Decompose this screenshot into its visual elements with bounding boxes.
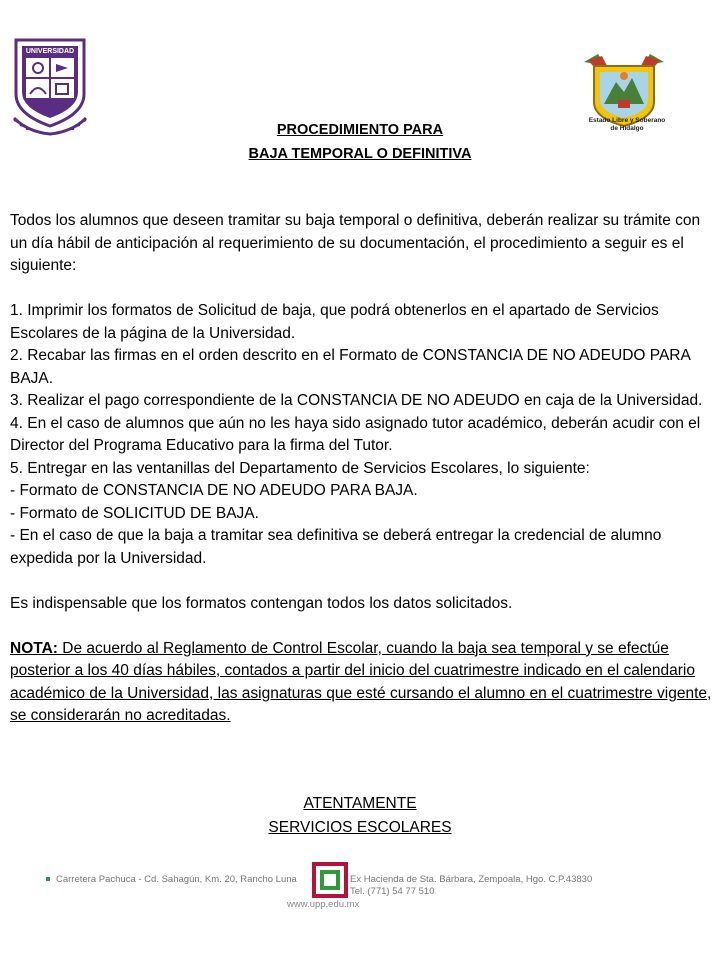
nota-paragraph bbox=[10, 638, 715, 728]
step-4: 4. En el caso de alumnos que aún no les haya sido asignado tutor académico, deberán acudir con el Director del Programa Educativo para la firma del Tutor. bbox=[10, 414, 701, 454]
footer-website-link[interactable]: www.upp.edu.mx bbox=[287, 899, 360, 910]
footer-address-right-text: Ex Hacienda de Sta. Bárbara, Zempoala, Hgo. C.P.43830 bbox=[350, 874, 593, 885]
deliverable-item-c: - En el caso de que la baja a tramitar sea definitiva se deberá entregar la credencial de alumno expedida por la Universidad. bbox=[10, 527, 662, 567]
state-caption-line2: de Hidalgo bbox=[610, 125, 644, 132]
logo-text-top: UNIVERSIDAD bbox=[25, 48, 75, 55]
document-body bbox=[10, 210, 715, 728]
state-caption-line1: Estado Libre y Soberano bbox=[588, 117, 666, 124]
footer-address-left bbox=[46, 874, 297, 885]
green-square-icon bbox=[46, 877, 50, 881]
document-title-line2: BAJA TEMPORAL O DEFINITIVA bbox=[248, 146, 472, 162]
closing-line1: ATENTAMENTE bbox=[303, 795, 417, 812]
nota-label: NOTA: bbox=[10, 639, 58, 657]
nota-text: De acuerdo al Reglamento de Control Escolar, cuando la baja sea temporal y se efectúe posterior a los 40 días hábiles, contados a partir del inicio del cuatrimestre indicado en el calendario académico de la Universidad, las asignaturas que esté cursando el alumno en el cuatrimestre vigente, se considerarán no acreditadas. bbox=[10, 639, 712, 724]
indispensable-note: Es indispensable que los formatos contengan todos los datos solicitados. bbox=[10, 594, 513, 612]
footer-phone: Tel. (771) 54 77 510 bbox=[350, 886, 435, 897]
intro-paragraph: Todos los alumnos que deseen tramitar su baja temporal o definitiva, deberán realizar su trámite con un día hábil de anticipación al requerimiento de su documentación, el procedimiento a seguir es el siguiente: bbox=[10, 212, 701, 274]
university-logo bbox=[8, 36, 92, 136]
document-title-line1: PROCEDIMIENTO PARA bbox=[276, 122, 444, 138]
step-5: 5. Entregar en las ventanillas del Departamento de Servicios Escolares, lo siguiente: bbox=[10, 459, 590, 477]
step-2: 2. Recabar las firmas en el orden descrito en el Formato de CONSTANCIA DE NO ADEUDO PARA BAJA. bbox=[10, 347, 690, 387]
deliverable-item-b: - Formato de SOLICITUD DE BAJA. bbox=[10, 504, 259, 522]
closing-line2: SERVICIOS ESCOLARES bbox=[268, 819, 452, 836]
footer-address-right bbox=[350, 874, 592, 898]
step-3: 3. Realizar el pago correspondiente de la CONSTANCIA DE NO ADEUDO en caja de la Universidad. bbox=[10, 392, 703, 409]
deliverable-item-a: - Formato de CONSTANCIA DE NO ADEUDO PARA BAJA. bbox=[10, 482, 418, 499]
footer-upp-mark-icon bbox=[312, 862, 348, 898]
step-1: 1. Imprimir los formatos de Solicitud de baja, que podrá obtenerlos en el apartado de Servicios Escolares de la página de la Universidad. bbox=[10, 302, 659, 342]
footer-address-left-text: Carretera Pachuca - Cd. Sahagún, Km. 20, Rancho Luna bbox=[56, 874, 297, 885]
